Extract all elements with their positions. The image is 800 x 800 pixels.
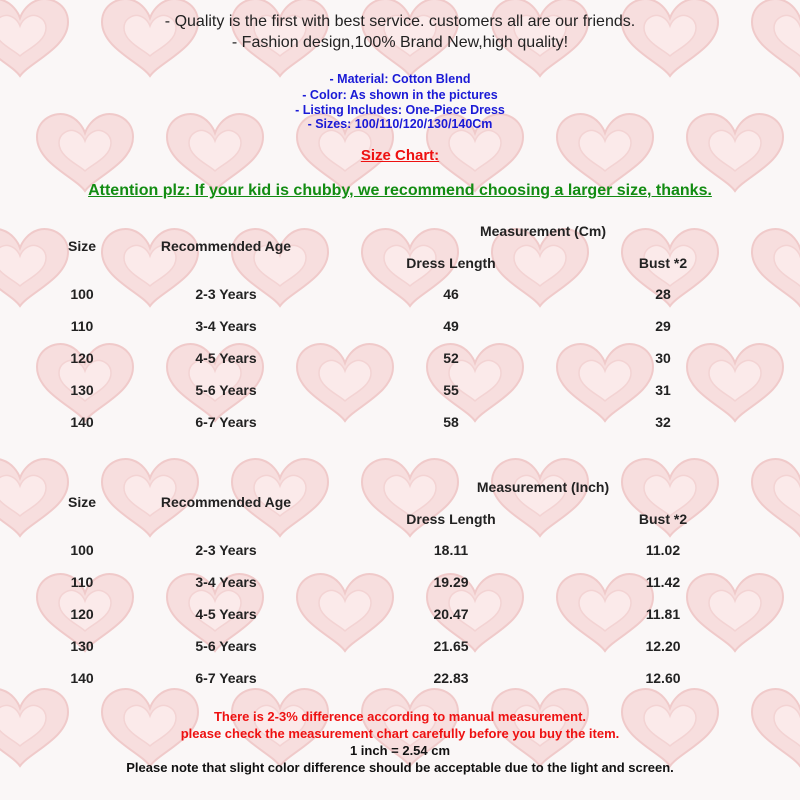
header-measurement-group: Measurement (Inch) — [476, 479, 610, 495]
cell-bust: 32 — [655, 414, 671, 430]
header-dress-length: Dress Length — [406, 511, 496, 527]
cell-size: 100 — [70, 542, 94, 558]
cell-age: 2-3 Years — [195, 286, 257, 302]
header-recommended-age: Recommended Age — [160, 494, 292, 510]
note-color-difference: Please note that slight color difference should be acceptable due to the light and screen. — [126, 760, 674, 775]
cell-dress-length: 21.65 — [433, 638, 469, 654]
cell-size: 140 — [70, 670, 94, 686]
header-recommended-age: Recommended Age — [160, 238, 292, 254]
cell-size: 120 — [70, 606, 94, 622]
cell-size: 110 — [70, 318, 94, 334]
header-measurement-group: Measurement (Cm) — [479, 223, 607, 239]
cell-bust: 11.81 — [645, 606, 681, 622]
cell-bust: 29 — [655, 318, 671, 334]
cell-dress-length: 18.11 — [433, 542, 469, 558]
cell-age: 3-4 Years — [195, 574, 257, 590]
cell-age: 4-5 Years — [195, 350, 257, 366]
cell-bust: 12.60 — [645, 670, 681, 686]
cell-age: 2-3 Years — [195, 542, 257, 558]
note-check-chart: please check the measurement chart carefully before you buy the item. — [180, 726, 620, 741]
cell-dress-length: 20.47 — [433, 606, 469, 622]
cell-bust: 30 — [655, 350, 671, 366]
cell-dress-length: 46 — [443, 286, 459, 302]
cell-age: 5-6 Years — [195, 638, 257, 654]
cell-size: 110 — [70, 574, 94, 590]
note-conversion: 1 inch = 2.54 cm — [349, 743, 451, 758]
cell-age: 6-7 Years — [195, 414, 257, 430]
cell-dress-length: 55 — [443, 382, 459, 398]
cell-bust: 11.42 — [645, 574, 681, 590]
cell-age: 6-7 Years — [195, 670, 257, 686]
spec-color: - Color: As shown in the pictures — [302, 88, 498, 102]
cell-age: 3-4 Years — [195, 318, 257, 334]
cell-bust: 12.20 — [645, 638, 681, 654]
cell-dress-length: 49 — [443, 318, 459, 334]
cell-size: 120 — [70, 350, 94, 366]
spec-listing: - Listing Includes: One-Piece Dress — [295, 103, 505, 117]
cell-bust: 28 — [655, 286, 671, 302]
header-size: Size — [67, 238, 97, 254]
cell-dress-length: 22.83 — [433, 670, 469, 686]
header-dress-length: Dress Length — [406, 255, 496, 271]
header-bust: Bust *2 — [638, 255, 688, 271]
spec-sizes: - Sizes: 100/110/120/130/140Cm — [307, 117, 493, 131]
cell-bust: 31 — [655, 382, 671, 398]
cell-age: 4-5 Years — [195, 606, 257, 622]
attention-note: Attention plz: If your kid is chubby, we recommend choosing a larger size, thanks. — [88, 182, 712, 199]
cell-dress-length: 58 — [443, 414, 459, 430]
cell-size: 140 — [70, 414, 94, 430]
cell-dress-length: 19.29 — [433, 574, 469, 590]
intro-line-1: - Quality is the first with best service. customers all are our friends. — [164, 13, 636, 30]
spec-material: - Material: Cotton Blend — [329, 72, 471, 86]
cell-size: 130 — [70, 382, 94, 398]
cell-dress-length: 52 — [443, 350, 459, 366]
cell-bust: 11.02 — [645, 542, 681, 558]
size-chart-heading: Size Chart: — [360, 147, 440, 164]
intro-line-2: - Fashion design,100% Brand New,high quality! — [231, 34, 569, 51]
cell-size: 130 — [70, 638, 94, 654]
cell-size: 100 — [70, 286, 94, 302]
cell-age: 5-6 Years — [195, 382, 257, 398]
header-bust: Bust *2 — [638, 511, 688, 527]
header-size: Size — [67, 494, 97, 510]
note-difference: There is 2-3% difference according to manual measurement. — [213, 709, 587, 724]
